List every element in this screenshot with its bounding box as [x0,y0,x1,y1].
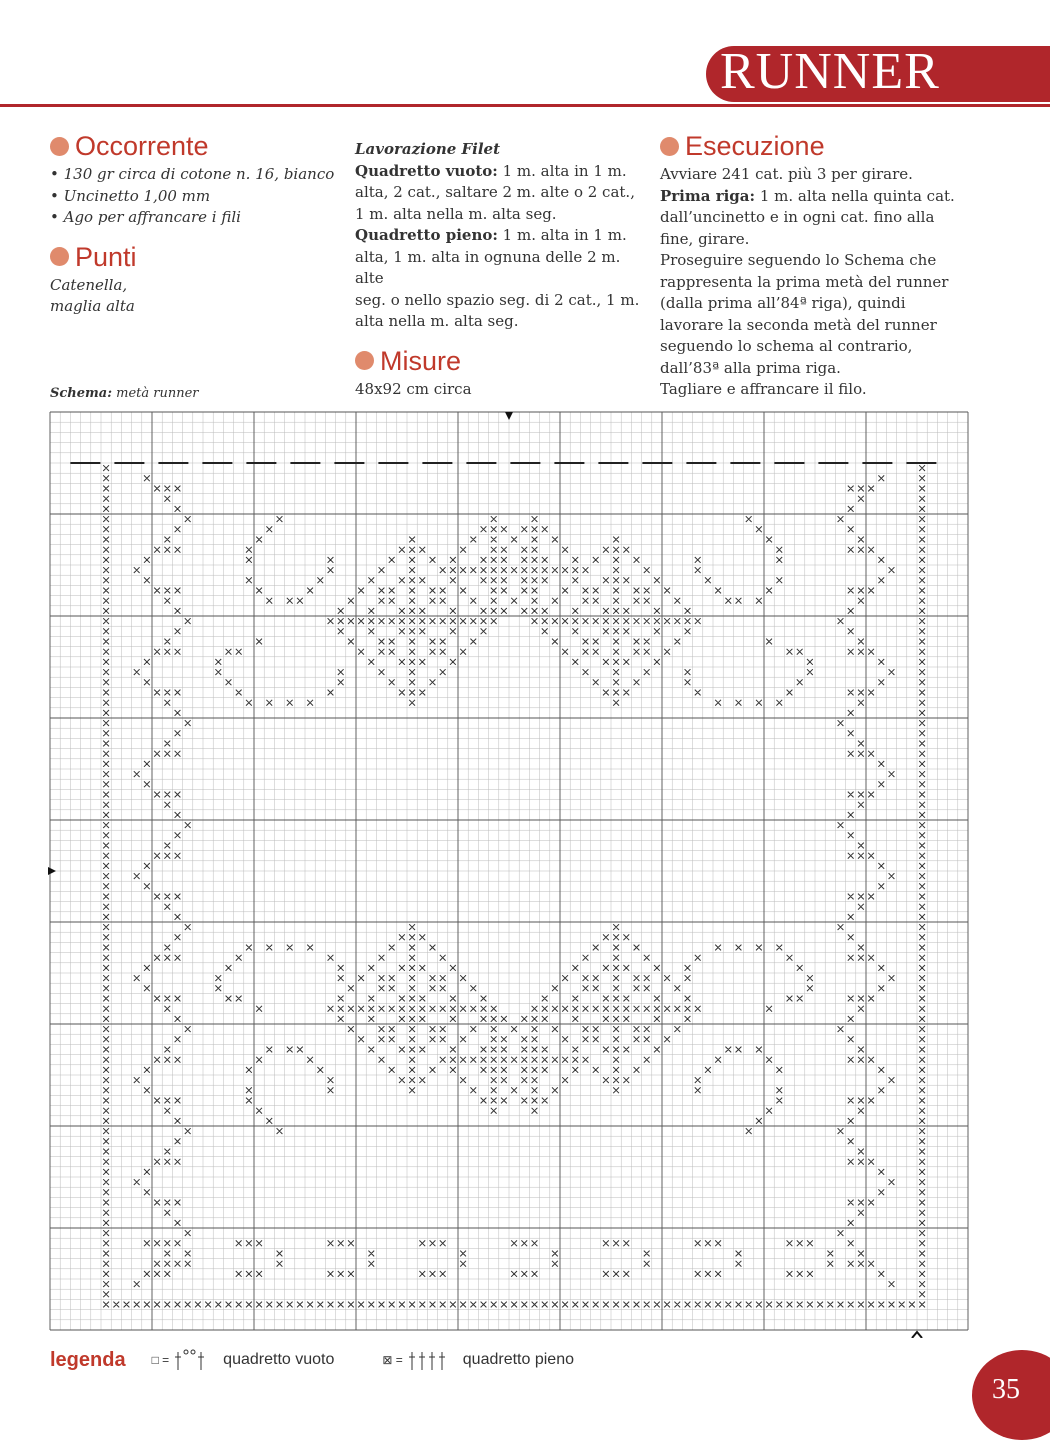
filled-cell-marks [103,465,925,1307]
bullet-dot-icon [50,137,69,156]
esecuzione-line: lavorare la seconda metà del runner [660,315,937,334]
double-crochet-open-icon [173,1348,207,1372]
column-esecuzione [660,130,960,401]
esecuzione-line: dall’uncinetto e in ogni cat. fino alla [660,208,935,226]
page-number: 35 [992,1374,1020,1405]
legend [50,1348,622,1372]
center-top-arrow-icon [505,412,513,420]
schema-label: Schema: metà runner [50,386,199,401]
occorrente-item: • Uncinetto 1,00 mm [50,186,211,205]
esecuzione-line: Tagliare e affrancare il filo. [660,380,867,398]
punti-heading: Punti [50,241,340,273]
quadretto-pieno-line: alta, 1 m. alta in ognuna delle 2 m. alte [355,247,621,287]
column-occorrente [50,130,340,318]
esecuzione-heading: Esecuzione [660,130,960,162]
bullet-dot-icon [660,137,679,156]
esecuzione-line: fine, girare. [660,229,750,248]
double-crochet-full-icon [407,1348,447,1372]
page-title: RUNNER [720,43,940,100]
lavorazione-heading: Lavorazione Filet [355,140,501,158]
misure-heading: Misure [355,345,645,377]
esecuzione-line: dall’83ª alla prima riga. [660,358,841,377]
occorrente-item: • Ago per affrancare i fili [50,208,241,226]
empty-square-icon: □ = [151,1353,170,1367]
quadretto-pieno-line: seg. o nello spazio seg. di 2 cat., 1 m. [355,290,640,309]
quadretto-vuoto-line: 1 m. alta nella m. alta seg. [355,204,557,223]
esecuzione-line: Prima riga: 1 m. alta nella quinta cat. [660,186,955,205]
legend-empty-label: quadretto vuoto [223,1351,335,1368]
quadretto-pieno-line: alta nella m. alta seg. [355,312,519,330]
start-arrow-icon [912,1332,922,1338]
quadretto-vuoto-line: Quadretto vuoto: 1 m. alta in 1 m. [355,161,627,180]
misure-text: 48x92 cm circa [355,379,472,398]
occorrente-item: • 130 gr circa di cotone n. 16, bianco [50,165,335,183]
punti-line: maglia alta [50,297,135,315]
legend-title: legenda [50,1348,126,1371]
bullet-dot-icon [355,351,374,370]
center-left-arrow-icon [48,867,56,875]
filet-chart [48,408,974,1338]
grid-lines [50,412,968,1330]
legend-full-label: quadretto pieno [462,1351,574,1368]
punti-line: Catenella, [50,275,128,294]
quadretto-vuoto-line: alta, 2 cat., saltare 2 m. alte o 2 cat., [355,183,635,201]
esecuzione-line: (dalla prima all’84ª riga), quindi [660,294,906,312]
esecuzione-line: Avviare 241 cat. più 3 per girare. [660,165,913,183]
bullet-dot-icon [50,247,69,266]
header-rule [0,104,1050,107]
esecuzione-line: Proseguire seguendo lo Schema che [660,251,937,269]
esecuzione-line: rappresenta la prima metà del runner [660,272,949,291]
occorrente-heading: Occorrente [50,130,340,162]
esecuzione-line: seguendo lo schema al contrario, [660,337,913,355]
column-lavorazione [355,130,645,400]
quadretto-pieno-line: Quadretto pieno: 1 m. alta in 1 m. [355,226,627,244]
full-square-icon: ⊠ = [382,1353,403,1367]
